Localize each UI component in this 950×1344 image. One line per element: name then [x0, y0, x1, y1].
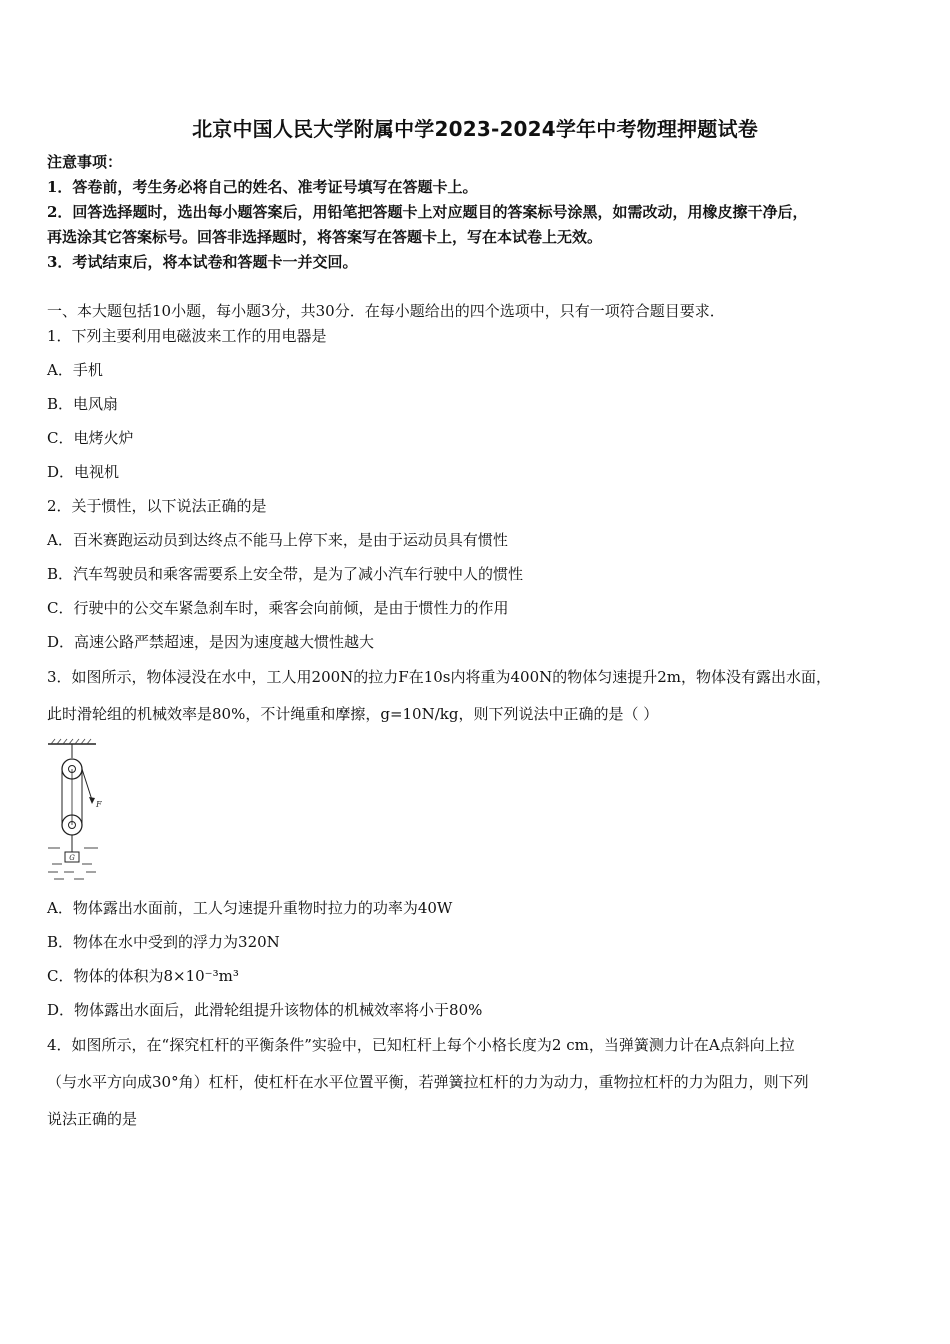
object-label: G	[69, 854, 75, 862]
notice-item: 2．回答选择题时，选出每小题答案后，用铅笔把答题卡上对应题目的答案标号涂黑，如需改动，用橡皮擦干净后，	[47, 203, 808, 221]
question-2-option-a: A．百米赛跑运动员到达终点不能马上停下来，是由于运动员具有惯性	[47, 531, 508, 549]
question-4-stem: 说法正确的是	[47, 1110, 138, 1128]
page-title: 北京中国人民大学附属中学2023-2024学年中考物理押题试卷	[192, 117, 758, 141]
question-2-option-d: D．高速公路严禁超速，是因为速度越大惯性越大	[47, 633, 375, 651]
notice-item: 再选涂其它答案标号。回答非选择题时，将答案写在答题卡上，写在本试卷上无效。	[47, 228, 603, 246]
question-3-stem: 3．如图所示，物体浸没在水中，工人用200N的拉力F在10s内将重为400N的物体匀速提升2m，物体没有露出水面，	[47, 668, 832, 686]
question-1-option-c: C．电烤火炉	[47, 429, 134, 447]
question-3-stem: 此时滑轮组的机械效率是80%，不计绳重和摩擦，g=10N/kg，则下列说法中正确的是（ ）	[47, 705, 659, 723]
question-3-option-d: D．物体露出水面后，此滑轮组提升该物体的机械效率将小于80%	[47, 1001, 483, 1019]
section-heading: 一、本大题包括10小题，每小题3分，共30分．在每小题给出的四个选项中，只有一项符合题目要求．	[47, 302, 725, 320]
question-1-stem: 1．下列主要利用电磁波来工作的用电器是	[47, 327, 327, 345]
notice-item: 3．考试结束后，将本试卷和答题卡一并交回。	[47, 253, 358, 271]
question-3-option-a: A．物体露出水面前，工人匀速提升重物时拉力的功率为40W	[47, 899, 453, 917]
force-label: F	[96, 800, 102, 809]
question-3-option-c: C．物体的体积为8×10⁻³m³	[47, 967, 239, 985]
notice-heading: 注意事项：	[47, 153, 123, 171]
question-4-stem: 4．如图所示，在“探究杠杆的平衡条件”实验中，已知杠杆上每个小格长度为2 cm，当弹簧测力计在A点斜向上拉	[47, 1036, 795, 1054]
question-1-option-d: D．电视机	[47, 463, 120, 481]
question-2-option-b: B．汽车驾驶员和乘客需要系上安全带，是为了减小汽车行驶中人的惯性	[47, 565, 524, 583]
question-3-option-b: B．物体在水中受到的浮力为320N	[47, 933, 280, 951]
question-1-option-b: B．电风扇	[47, 395, 119, 413]
question-1-option-a: A．手机	[47, 361, 103, 379]
pulley-diagram	[46, 738, 112, 884]
notice-item: 1．答卷前，考生务必将自己的姓名、准考证号填写在答题卡上。	[47, 178, 478, 196]
question-4-stem: （与水平方向成30°角）杠杆，使杠杆在水平位置平衡，若弹簧拉杠杆的力为动力，重物拉杠杆的力为阻力，则下列	[47, 1073, 809, 1091]
question-2-stem: 2．关于惯性，以下说法正确的是	[47, 497, 267, 515]
question-2-option-c: C．行驶中的公交车紧急刹车时，乘客会向前倾，是由于惯性力的作用	[47, 599, 509, 617]
